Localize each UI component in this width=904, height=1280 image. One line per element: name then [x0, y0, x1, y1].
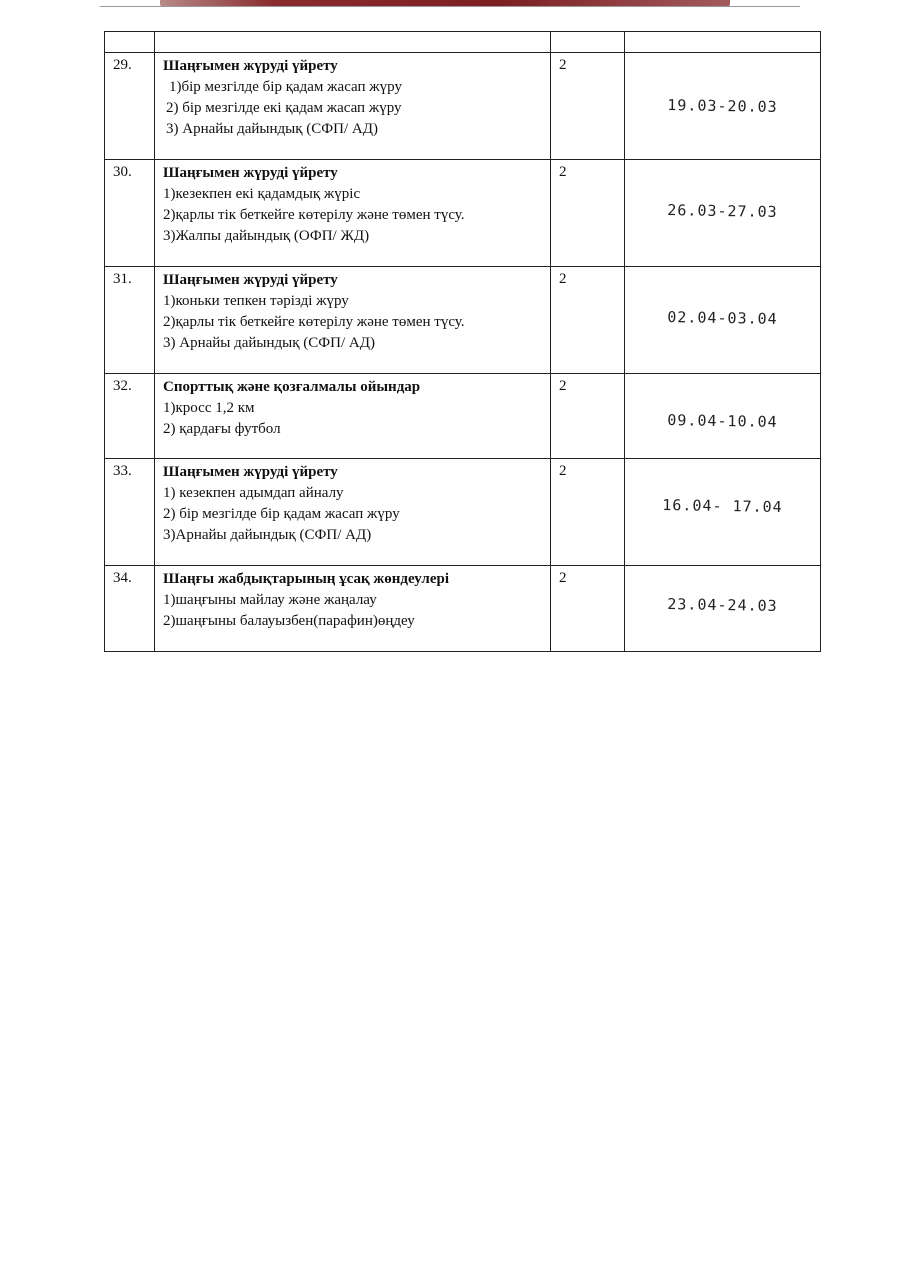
- topic-item: 2) қардағы футбол: [163, 421, 281, 437]
- topic-title: Шаңғымен жүруді үйрету: [163, 58, 338, 74]
- lesson-date-cell: [625, 160, 821, 267]
- topic-item: 2)шаңғыны балауызбен(парафин)өңдеу: [163, 613, 415, 629]
- table-row: [105, 267, 821, 374]
- page-top-line: [100, 6, 800, 7]
- topic-item: 1)шаңғыны майлау және жаңалау: [163, 592, 377, 608]
- header-cell: [551, 32, 625, 53]
- table-row: [105, 459, 821, 566]
- topic-item: 1) кезекпен адымдап айналу: [163, 485, 344, 501]
- topic-title: Спорттық және қозғалмалы ойындар: [163, 379, 421, 395]
- topic-title: Шаңғы жабдықтарының ұсақ жөндеулері: [163, 571, 450, 587]
- table-row: [105, 566, 821, 652]
- lesson-date-cell: [625, 374, 821, 459]
- topic-title: Шаңғымен жүруді үйрету: [163, 464, 338, 480]
- topic-item: 1)кезекпен екі қадамдық жүріс: [163, 186, 361, 202]
- lesson-date-cell: [625, 566, 821, 652]
- lesson-topic: [155, 566, 551, 652]
- lesson-date-cell: [625, 459, 821, 566]
- header-cell: [625, 32, 821, 53]
- table-row: [105, 160, 821, 267]
- lesson-number: 31.: [105, 267, 155, 374]
- handwritten-date: 09.04-10.04: [667, 411, 778, 431]
- topic-item: 1)бір мезгілде бір қадам жасап жүру: [169, 79, 402, 95]
- topic-item: 2) бір мезгілде бір қадам жасап жүру: [163, 506, 400, 522]
- handwritten-date: 16.04- 17.04: [662, 495, 783, 517]
- lesson-date-cell: [625, 267, 821, 374]
- topic-item: 3)Арнайы дайындық (СФП/ АД): [163, 527, 372, 543]
- lesson-number: 34.: [105, 566, 155, 652]
- lesson-topic: [155, 53, 551, 160]
- handwritten-date: 19.03-20.03: [667, 96, 778, 116]
- topic-item: 2)қарлы тік беткейге көтерілу және төмен түсу.: [163, 314, 465, 330]
- topic-item: 3)Жалпы дайындық (ОФП/ ЖД): [163, 228, 370, 244]
- topic-title: Шаңғымен жүруді үйрету: [163, 272, 338, 288]
- lesson-hours: 2: [551, 53, 625, 160]
- table-row: [105, 374, 821, 459]
- lesson-hours: 2: [551, 267, 625, 374]
- table-header-row: [105, 32, 821, 53]
- lesson-topic: [155, 160, 551, 267]
- lesson-number: 30.: [105, 160, 155, 267]
- header-cell: [105, 32, 155, 53]
- handwritten-date: 23.04-24.03: [667, 595, 778, 615]
- topic-item: 3) Арнайы дайындық (СФП/ АД): [166, 121, 378, 137]
- lesson-plan-table: [104, 31, 821, 652]
- topic-item: 1)кросс 1,2 км: [163, 400, 255, 416]
- lesson-hours: 2: [551, 374, 625, 459]
- handwritten-date: 26.03-27.03: [667, 201, 778, 221]
- topic-item: 1)коньки тепкен тәрізді жүру: [163, 293, 349, 309]
- handwritten-date: 02.04-03.04: [667, 308, 778, 328]
- header-cell: [155, 32, 551, 53]
- topic-item: 2) бір мезгілде екі қадам жасап жүру: [166, 100, 402, 116]
- lesson-date-cell: [625, 53, 821, 160]
- topic-title: Шаңғымен жүруді үйрету: [163, 165, 338, 181]
- lesson-topic: [155, 267, 551, 374]
- lesson-hours: 2: [551, 566, 625, 652]
- lesson-number: 29.: [105, 53, 155, 160]
- lesson-hours: 2: [551, 160, 625, 267]
- lesson-topic: [155, 374, 551, 459]
- lesson-topic: [155, 459, 551, 566]
- lesson-number: 32.: [105, 374, 155, 459]
- table-row: [105, 53, 821, 160]
- lesson-hours: 2: [551, 459, 625, 566]
- topic-item: 2)қарлы тік беткейге көтерілу және төмен түсу.: [163, 207, 465, 223]
- lesson-number: 33.: [105, 459, 155, 566]
- topic-item: 3) Арнайы дайындық (СФП/ АД): [163, 335, 375, 351]
